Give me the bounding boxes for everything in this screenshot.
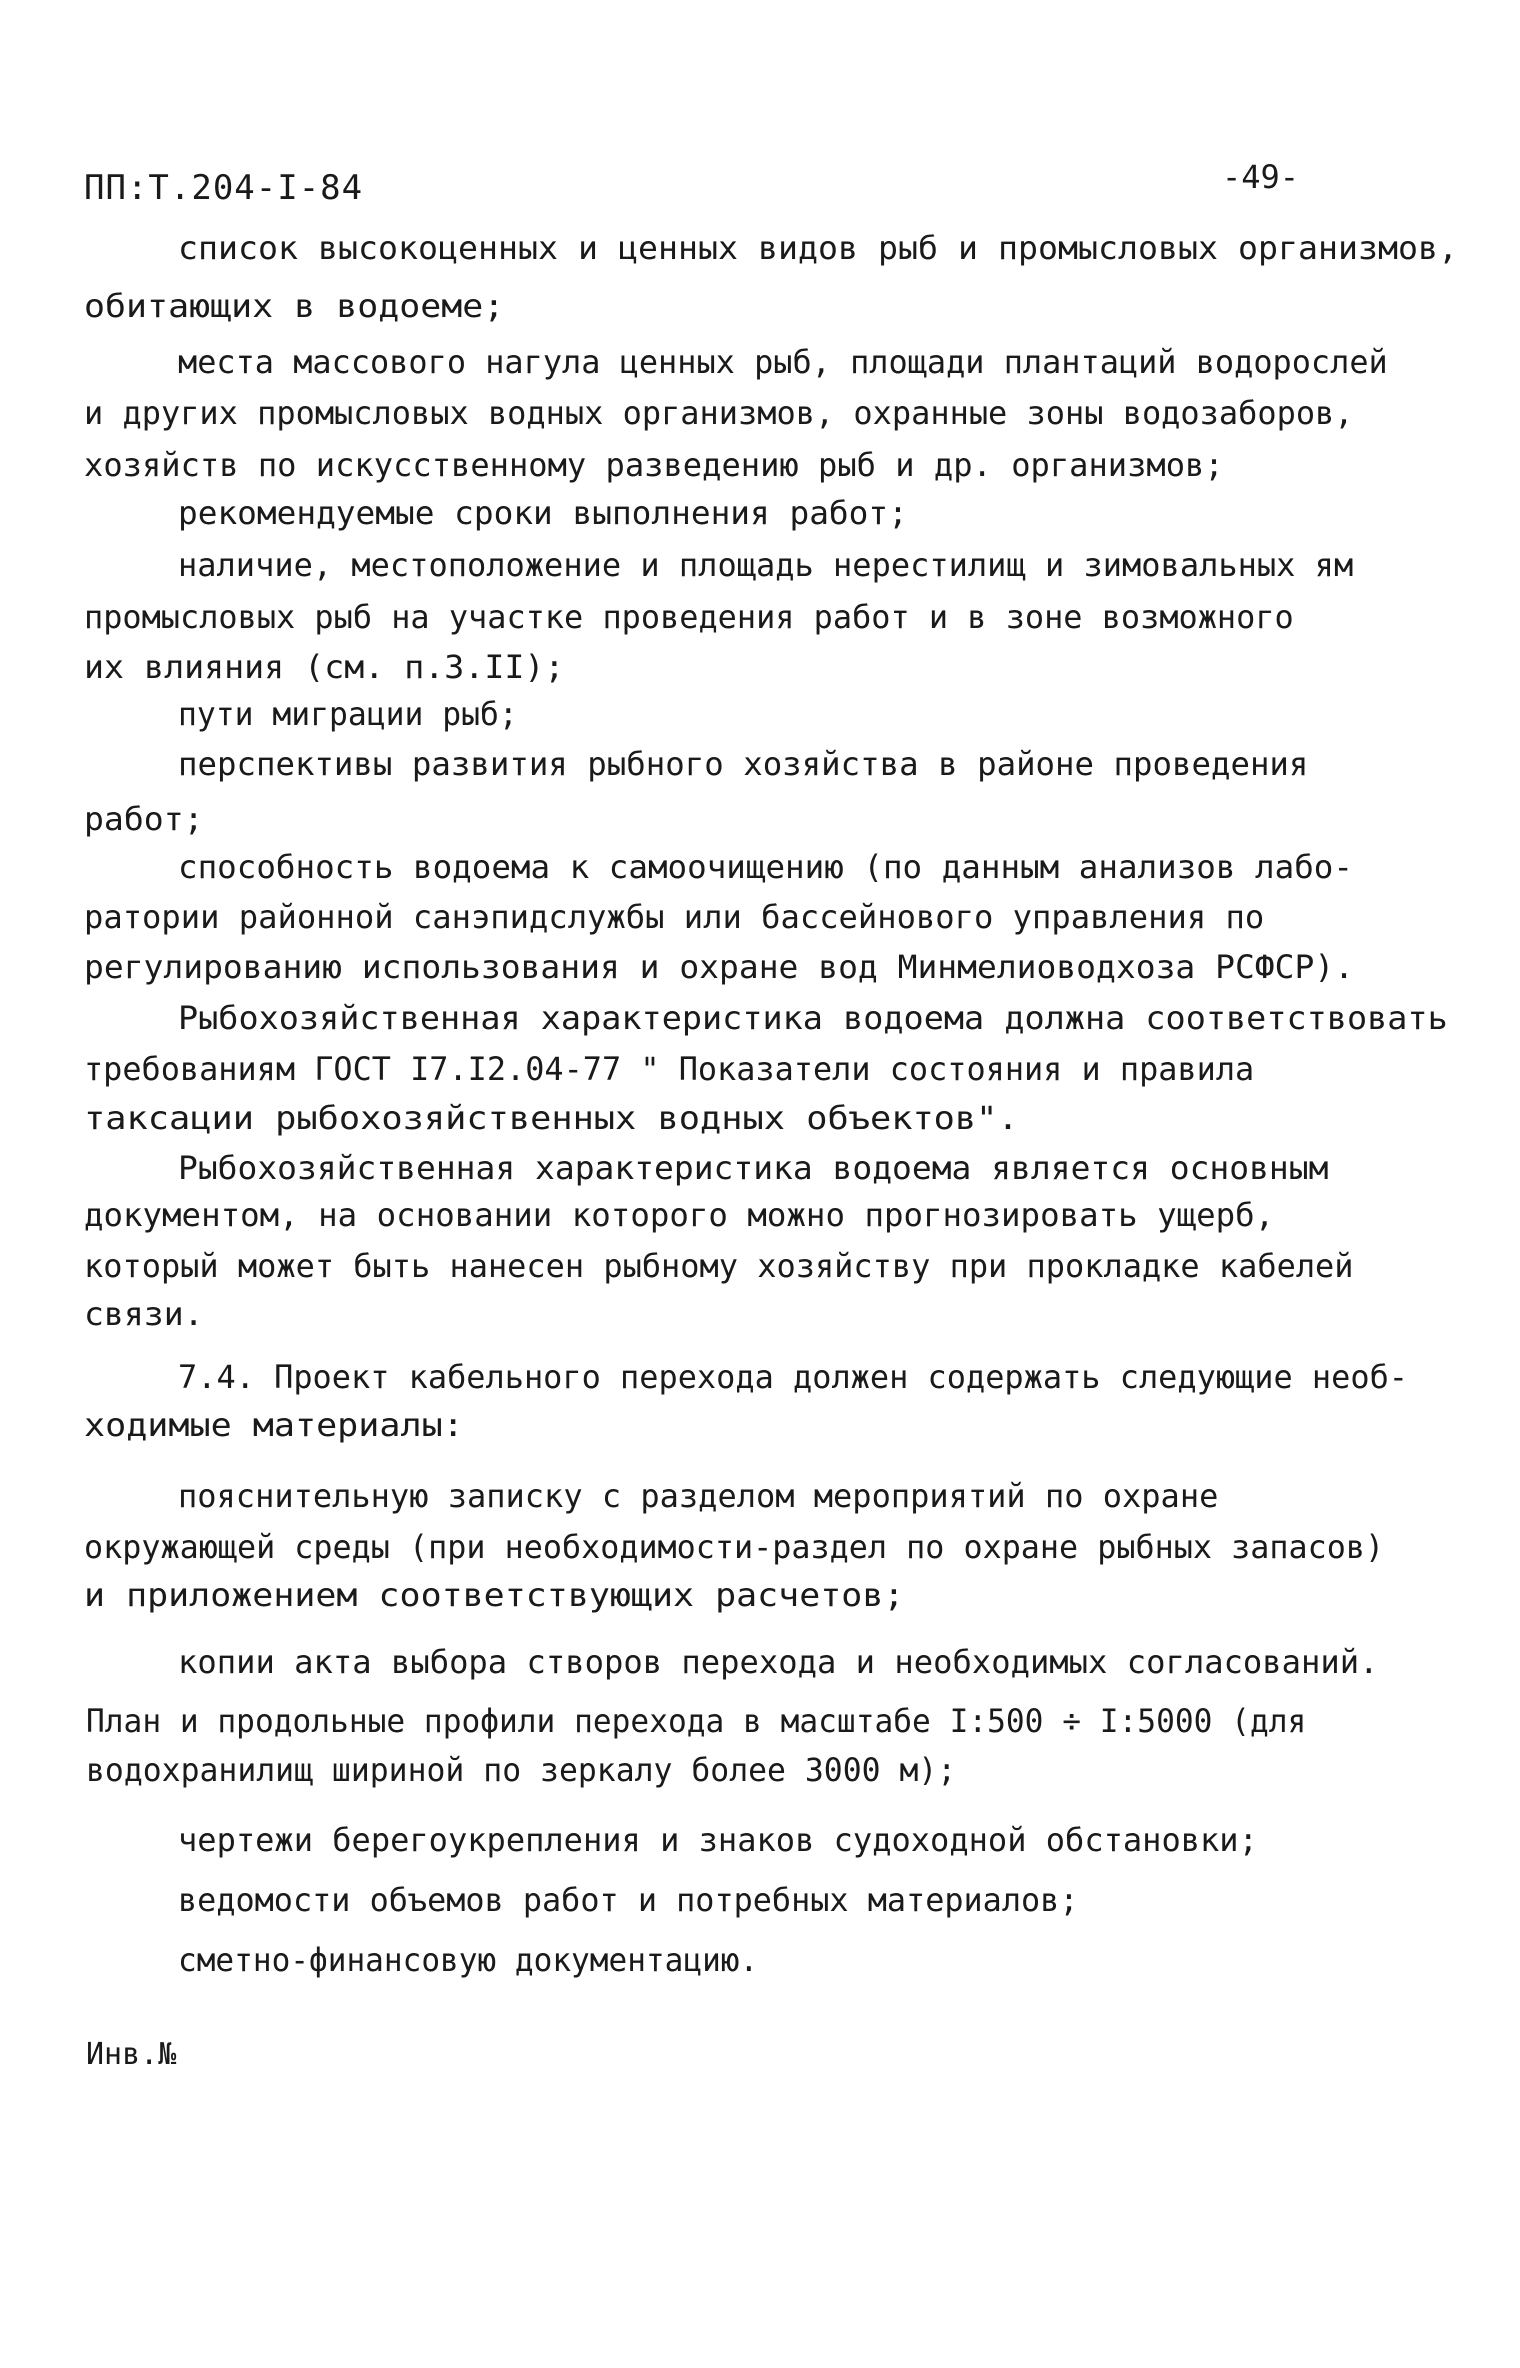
text-line: чертежи берегоукрепления и знаков судоходной обстановки; [178, 1821, 1258, 1859]
text-line: места массового нагула ценных рыб, площади плантаций водорослей [178, 343, 1388, 381]
text-line: требованиям ГОСТ I7.I2.04-77 " Показатели состояния и правила [84, 1050, 1255, 1088]
text-line: и приложением соответствующих расчетов; [84, 1576, 905, 1614]
text-line: связи. [84, 1295, 204, 1333]
text-line: обитающих в водоеме; [84, 287, 505, 325]
text-line: регулированию использования и охране вод Минмелиоводхоза РСФСР). [84, 948, 1354, 986]
text-line: копии акта выбора створов перехода и необходимых согласований. [178, 1643, 1379, 1681]
text-line: водохранилищ шириной по зеркалу более 3000 м); [86, 1751, 957, 1789]
text-line: их влияния (см. п.3.II); [84, 648, 565, 686]
text-line: способность водоема к самоочищению (по данным анализов лабо- [178, 848, 1353, 886]
text-line: Рыбохозяйственная характеристика водоема является основным [178, 1149, 1329, 1187]
page-number: -49- [1222, 158, 1300, 196]
inventory-number-label: Инв.№ [86, 2037, 177, 2072]
document-code: ПП:Т.204-I-84 [84, 168, 364, 208]
text-line: который может быть нанесен рыбному хозяйству при прокладке кабелей [84, 1247, 1354, 1285]
text-line: План и продольные профили перехода в масштабе I:500 ÷ I:5000 (для [86, 1702, 1307, 1740]
text-line: ратории районной санэпидслужбы или бассейнового управления по [84, 898, 1265, 936]
text-line: хозяйств по искусственному разведению рыб и др. организмов; [84, 446, 1224, 484]
text-line: Рыбохозяйственная характеристика водоема должна соответствовать [178, 999, 1448, 1037]
text-line: ходимые материалы: [84, 1406, 464, 1444]
text-line: работ; [84, 800, 204, 838]
text-line: сметно-финансовую документацию. [178, 1941, 759, 1979]
text-line: пояснительную записку с разделом мероприятий по охране [178, 1477, 1219, 1515]
text-line: рекомендуемые сроки выполнения работ; [178, 494, 908, 532]
text-line: окружающей среды (при необходимости-раздел по охране рыбных запасов) [84, 1528, 1385, 1566]
text-line: пути миграции рыб; [178, 695, 518, 733]
text-line: наличие, местоположение и площадь нерестилищ и зимовальных ям [178, 546, 1354, 584]
text-line: промысловых рыб на участке проведения работ и в зоне возможного [84, 598, 1294, 636]
text-line: таксации рыбохозяйственных водных объектов". [84, 1099, 1019, 1137]
text-line: документом, на основании которого можно прогнозировать ущерб, [84, 1196, 1275, 1234]
text-line: перспективы развития рыбного хозяйства в районе проведения [178, 745, 1309, 783]
text-line: и других промысловых водных организмов, охранные зоны водозаборов, [84, 394, 1354, 432]
text-line: список высокоценных и ценных видов рыб и промысловых организмов, [178, 229, 1458, 267]
text-line: 7.4. Проект кабельного перехода должен содержать следующие необ- [178, 1358, 1408, 1396]
text-line: ведомости объемов работ и потребных материалов; [178, 1881, 1079, 1919]
